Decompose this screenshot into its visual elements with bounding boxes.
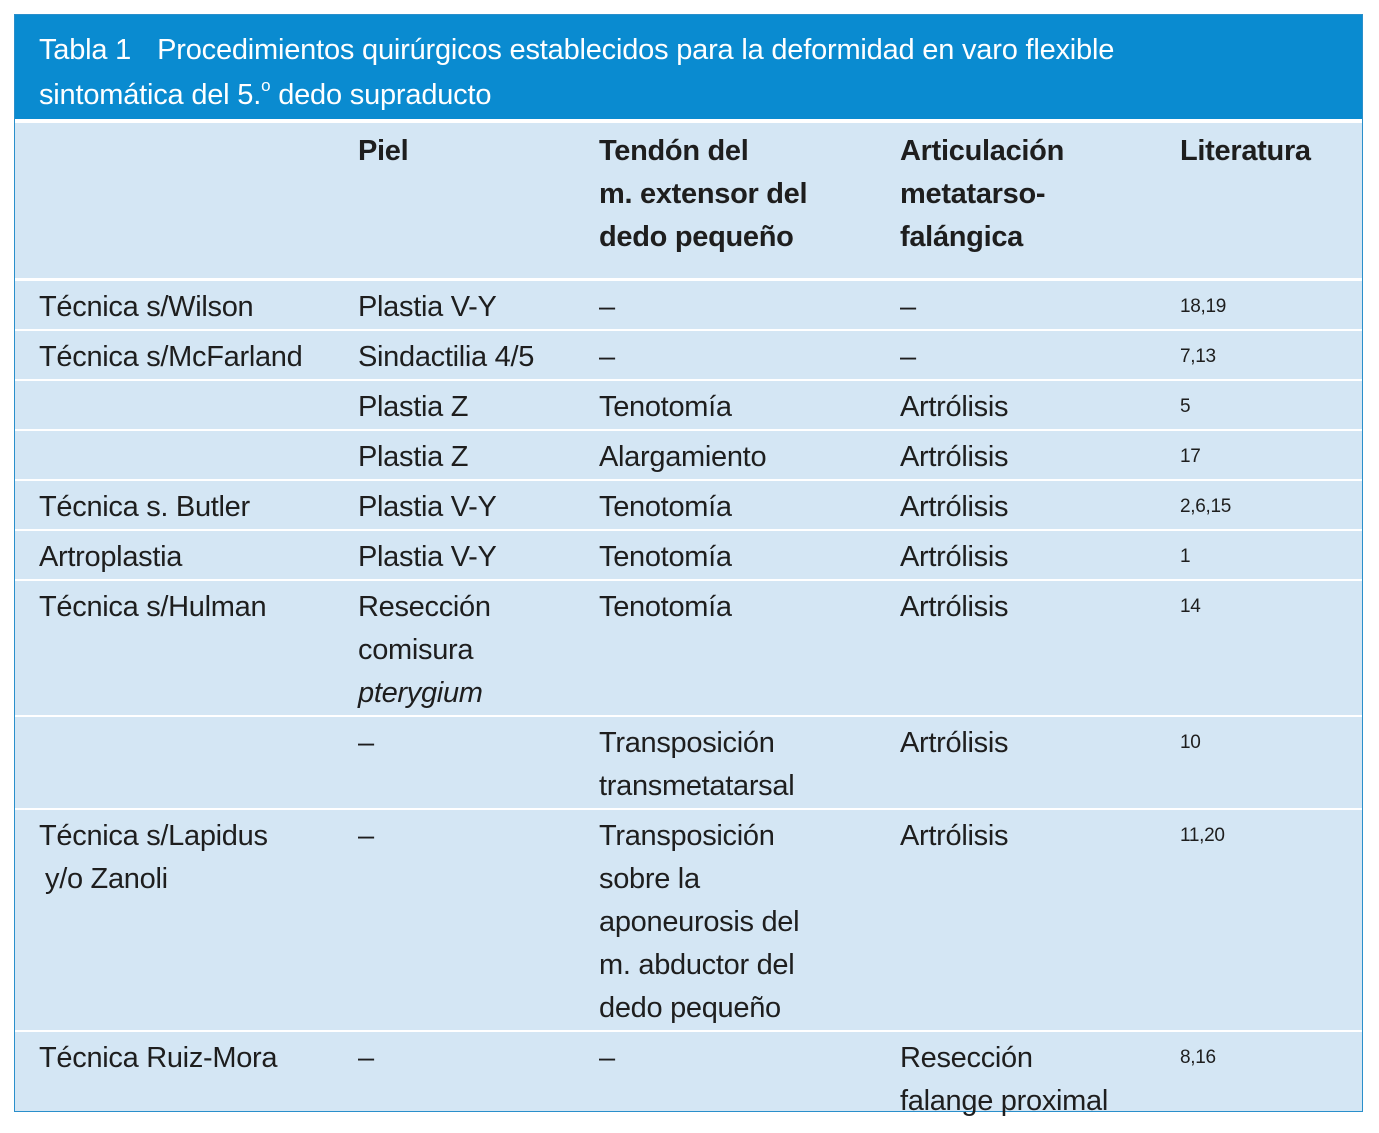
cell-literatura	[1156, 480, 1362, 530]
table-title-text-1: Procedimientos quirúrgicos establecidos para la deformidad en varo flexible	[157, 34, 1115, 66]
cell-literatura	[1156, 809, 1362, 1031]
cell-literatura	[1156, 580, 1362, 716]
cell-piel	[334, 279, 575, 330]
table-row	[15, 530, 1362, 580]
cell-literatura	[1156, 380, 1362, 430]
cell-piel	[334, 716, 575, 809]
table-title-text-2-sup: o	[261, 76, 271, 96]
cell-text: Tenotomía	[599, 540, 732, 573]
cell-articulacion	[876, 1031, 1156, 1126]
cell-articulacion	[876, 809, 1156, 1031]
cell-text: Técnica s/McFarland	[39, 340, 303, 373]
cell-text: Técnica s/Hulman	[39, 590, 267, 623]
cell-text: Artrólisis	[900, 390, 1009, 423]
cell-text: Resección	[358, 590, 491, 623]
cell-literatura	[1156, 530, 1362, 580]
table-label: Tabla 1	[39, 34, 132, 66]
cell-text: sobre la	[599, 862, 700, 895]
cell-literatura	[1156, 330, 1362, 380]
cell-text: Tenotomía	[599, 590, 732, 623]
cell-text: –	[599, 340, 615, 373]
cell-piel	[334, 430, 575, 480]
reference-numbers: 18,19	[1180, 295, 1227, 317]
cell-text: y/o Zanoli	[45, 862, 168, 895]
cell-articulacion	[876, 716, 1156, 809]
cell-text: –	[358, 726, 374, 759]
cell-tecnica	[15, 580, 334, 716]
cell-text: Plastia Z	[358, 440, 469, 473]
cell-text: Tenotomía	[599, 490, 732, 523]
header-tendon-line: m. extensor del	[599, 178, 808, 210]
cell-tendon	[575, 1031, 876, 1126]
table-title-line-2	[39, 73, 1342, 118]
table-row	[15, 480, 1362, 530]
cell-text: –	[900, 290, 916, 323]
cell-tecnica	[15, 716, 334, 809]
table-row	[15, 809, 1362, 1031]
cell-text: aponeurosis del	[599, 905, 800, 938]
cell-tecnica	[15, 480, 334, 530]
cell-text: Sindactilia 4/5	[358, 340, 535, 373]
cell-articulacion	[876, 480, 1156, 530]
cell-tendon	[575, 279, 876, 330]
header-literatura: Literatura	[1156, 123, 1362, 279]
cell-tendon	[575, 430, 876, 480]
cell-text: Artroplastia	[39, 540, 183, 573]
cell-articulacion	[876, 330, 1156, 380]
cell-tendon	[575, 330, 876, 380]
cell-piel	[334, 1031, 575, 1126]
cell-text: –	[599, 1041, 615, 1074]
table-row	[15, 430, 1362, 480]
table-frame	[14, 14, 1363, 1117]
header-articulacion-line: Articulación	[900, 135, 1064, 167]
cell-text: comisura	[358, 633, 474, 666]
cell-text: –	[358, 1041, 374, 1074]
cell-text: Artrólisis	[900, 726, 1009, 759]
header-tendon	[575, 123, 876, 279]
cell-text: Artrólisis	[900, 590, 1009, 623]
cell-piel	[334, 380, 575, 430]
cell-text: Técnica Ruiz-Mora	[39, 1041, 278, 1074]
cell-text: transmetatarsal	[599, 769, 795, 802]
cell-piel	[334, 330, 575, 380]
reference-numbers: 1	[1180, 545, 1191, 567]
cell-tendon	[575, 380, 876, 430]
header-articulacion-line: falángica	[900, 221, 1024, 253]
cell-text: falange proximal	[900, 1084, 1108, 1117]
table-header-row	[15, 123, 1362, 279]
header-articulacion-line: metatarso-	[900, 178, 1046, 210]
cell-tendon	[575, 716, 876, 809]
cell-literatura	[1156, 716, 1362, 809]
cell-text: –	[358, 819, 374, 852]
table-row	[15, 1031, 1362, 1126]
table-row	[15, 279, 1362, 330]
header-tecnica	[15, 123, 334, 279]
cell-text: Artrólisis	[900, 540, 1009, 573]
cell-text: Técnica s/Wilson	[39, 290, 254, 323]
cell-text: m. abductor del	[599, 948, 795, 981]
cell-articulacion	[876, 430, 1156, 480]
table-row	[15, 380, 1362, 430]
cell-text: –	[900, 340, 916, 373]
cell-piel	[334, 530, 575, 580]
cell-tecnica	[15, 330, 334, 380]
cell-text-italic: pterygium	[358, 676, 483, 709]
procedures-table	[15, 123, 1362, 1126]
header-articulacion	[876, 123, 1156, 279]
cell-piel	[334, 809, 575, 1031]
cell-text: Técnica s. Butler	[39, 490, 250, 523]
cell-text: Artrólisis	[900, 819, 1009, 852]
cell-tendon	[575, 530, 876, 580]
cell-literatura	[1156, 430, 1362, 480]
reference-numbers: 10	[1180, 731, 1201, 753]
cell-articulacion	[876, 279, 1156, 330]
reference-numbers: 17	[1180, 445, 1201, 467]
reference-numbers: 14	[1180, 595, 1201, 617]
cell-literatura	[1156, 279, 1362, 330]
cell-text: Técnica s/Lapidus	[39, 819, 268, 852]
cell-text: Plastia V-Y	[358, 490, 497, 523]
cell-tendon	[575, 580, 876, 716]
cell-literatura	[1156, 1031, 1362, 1126]
cell-text: Tenotomía	[599, 390, 732, 423]
cell-text: Transposición	[599, 819, 775, 852]
reference-numbers: 11,20	[1180, 824, 1225, 846]
cell-tecnica	[15, 279, 334, 330]
cell-text: –	[599, 290, 615, 323]
cell-text: Resección	[900, 1041, 1033, 1074]
cell-articulacion	[876, 530, 1156, 580]
cell-tecnica	[15, 809, 334, 1031]
cell-text: Plastia Z	[358, 390, 469, 423]
header-piel: Piel	[334, 123, 575, 279]
cell-tecnica	[15, 380, 334, 430]
reference-numbers: 5	[1180, 395, 1191, 417]
reference-numbers: 8,16	[1180, 1046, 1216, 1068]
cell-text: Plastia V-Y	[358, 540, 497, 573]
cell-tecnica	[15, 1031, 334, 1126]
cell-piel	[334, 480, 575, 530]
cell-text: Plastia V-Y	[358, 290, 497, 323]
table-title-line-1	[39, 28, 1342, 73]
reference-numbers: 7,13	[1180, 345, 1216, 367]
cell-piel	[334, 580, 575, 716]
table-row	[15, 716, 1362, 809]
table-row	[15, 580, 1362, 716]
cell-text: Transposición	[599, 726, 775, 759]
cell-tendon	[575, 480, 876, 530]
header-tendon-line: Tendón del	[599, 135, 749, 167]
cell-articulacion	[876, 380, 1156, 430]
table-row	[15, 330, 1362, 380]
cell-articulacion	[876, 580, 1156, 716]
cell-tendon	[575, 809, 876, 1031]
reference-numbers: 2,6,15	[1180, 495, 1232, 517]
table-title-bar	[15, 15, 1362, 119]
table-title-text-2-post: dedo supraducto	[270, 79, 492, 111]
cell-text: dedo pequeño	[599, 991, 781, 1024]
cell-tecnica	[15, 530, 334, 580]
cell-text: Artrólisis	[900, 490, 1009, 523]
table-title-text-2-pre: sintomática del 5.	[39, 79, 262, 111]
header-tendon-line: dedo pequeño	[599, 221, 794, 253]
cell-text: Alargamiento	[599, 440, 767, 473]
cell-tecnica	[15, 430, 334, 480]
cell-text: Artrólisis	[900, 440, 1009, 473]
